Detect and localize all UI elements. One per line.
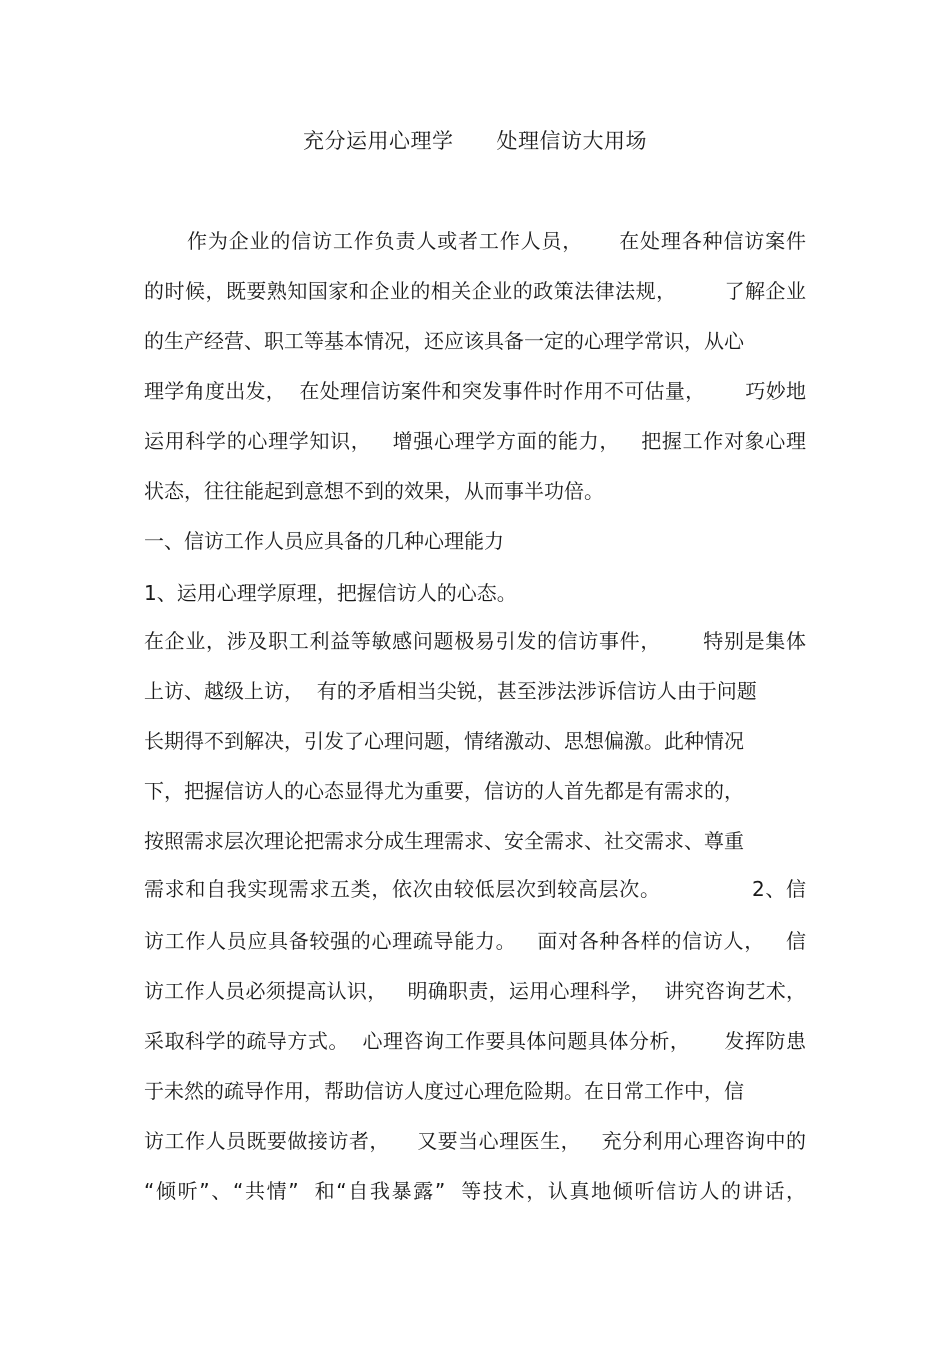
paragraph-line: 作为企业的信访工作负责人或者工作人员， 在处理各种信访案件	[187, 229, 806, 253]
paragraph-line: 理学角度出发， 在处理信访案件和突发事件时作用不可估量， 巧妙地	[144, 379, 806, 403]
paragraph-line: 需求和自我实现需求五类，依次由较低层次到较高层次。 2、信	[144, 877, 806, 901]
document-title: 充分运用心理学 处理信访大用场	[302, 129, 648, 153]
paragraph-line: 状态，往往能起到意想不到的效果，从而事半功倍。	[144, 479, 604, 503]
paragraph-line: 于未然的疏导作用，帮助信访人度过心理危险期。在日常工作中，信	[144, 1079, 744, 1103]
paragraph-line: “倾听”、“共情” 和“自我暴露” 等技术，认真地倾听信访人的讲话，	[144, 1179, 806, 1203]
subsection-heading: 1、运用心理学原理，把握信访人的心态。	[144, 581, 517, 605]
paragraph-line: 访工作人员必须提高认识， 明确职责，运用心理科学， 讲究咨询艺术，	[144, 979, 806, 1003]
paragraph-line: 的时候，既要熟知国家和企业的相关企业的政策法律法规， 了解企业	[144, 279, 806, 303]
paragraph-line: 在企业，涉及职工利益等敏感问题极易引发的信访事件， 特别是集体	[144, 629, 806, 653]
paragraph-line: 采取科学的疏导方式。 心理咨询工作要具体问题具体分析， 发挥防患	[144, 1029, 806, 1053]
section-heading: 一、信访工作人员应具备的几种心理能力	[144, 529, 504, 553]
paragraph-line: 下，把握信访人的心态显得尤为重要，信访的人首先都是有需求的，	[144, 779, 744, 803]
paragraph-line: 访工作人员既要做接访者， 又要当心理医生， 充分利用心理咨询中的	[144, 1129, 806, 1153]
paragraph-line: 长期得不到解决，引发了心理问题，情绪激动、思想偏激。此种情况	[144, 729, 744, 753]
paragraph-line: 上访、越级上访， 有的矛盾相当尖锐，甚至涉法涉诉信访人由于问题	[144, 679, 757, 703]
paragraph-line: 运用科学的心理学知识， 增强心理学方面的能力， 把握工作对象心理	[144, 429, 806, 453]
paragraph-line: 按照需求层次理论把需求分成生理需求、安全需求、社交需求、尊重	[144, 829, 744, 853]
paragraph-line: 的生产经营、职工等基本情况，还应该具备一定的心理学常识，从心	[144, 329, 744, 353]
paragraph-line: 访工作人员应具备较强的心理疏导能力。 面对各种各样的信访人， 信	[144, 929, 806, 953]
